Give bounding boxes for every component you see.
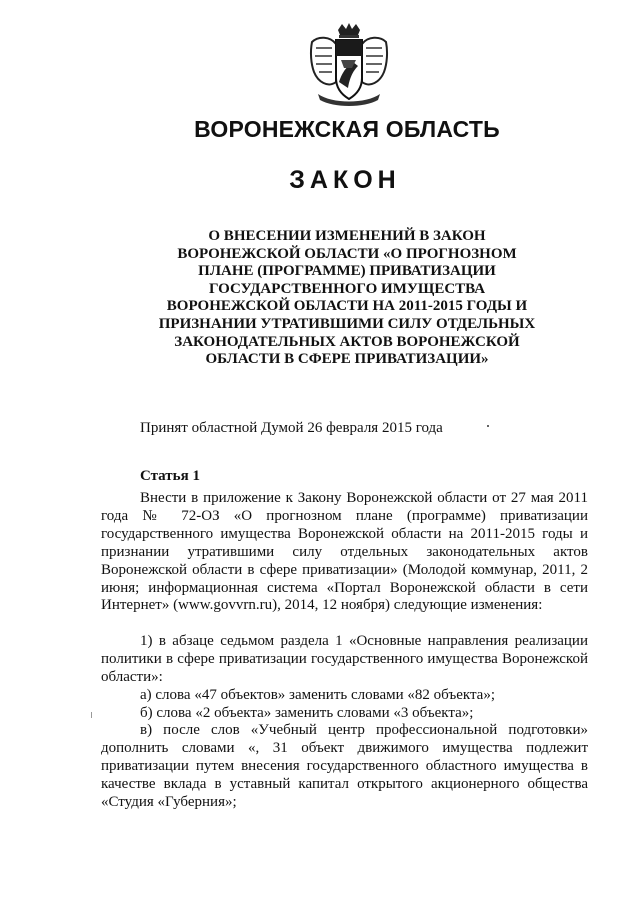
coat-of-arms-icon <box>308 22 390 110</box>
document-type: ЗАКОН <box>289 166 401 194</box>
region-name: ВОРОНЕЖСКАЯ ОБЛАСТЬ <box>194 116 500 142</box>
adoption-line: Принят областной Думой 26 февраля 2015 года <box>140 420 443 436</box>
article-heading: Статья 1 <box>140 468 200 484</box>
sub-item-a: а) слова «47 объектов» заменить словами «82 объекта»; <box>140 687 496 703</box>
margin-mark <box>91 712 92 718</box>
scan-speck <box>487 425 489 427</box>
law-title: О ВНЕСЕНИИ ИЗМЕНЕНИЙ В ЗАКОН ВОРОНЕЖСКОЙ ОБЛАСТИ «О ПРОГНОЗНОМ ПЛАНЕ (ПРОГРАММЕ) ПРИВАТИЗАЦИИ ГОСУДАРСТВЕННОГО ИМУЩЕСТВА ВОРОНЕЖСКОЙ ОБЛАСТИ НА 2011-2015 ГОДЫ И ПРИЗНАНИИ УТРАТИВШИМИ СИЛУ ОТДЕЛЬНЫХ ЗАКОНОДАТЕЛЬНЫХ АКТОВ ВОРОНЕЖСКОЙ ОБЛАСТИ В СФЕРЕ ПРИВАТИЗАЦИИ» <box>158 228 536 368</box>
sub-item-c: в) после слов «Учебный центр профессиональной подготовки» дополнить словами «, 31 объект движимого имущества подлежит приватизации путем внесения государственного областного имущества в качестве вклада в уставный капитал открытого акционерного общества «Студия «Губерния»; <box>101 722 588 810</box>
item-1-paragraph: 1) в абзаце седьмом раздела 1 «Основные направления реализации политики в сфере приватизации государственного имущества Воронежской области»: <box>101 633 588 685</box>
article-intro-paragraph: Внести в приложение к Закону Воронежской области от 27 мая 2011 года № 72-ОЗ «О прогнозном плане (программе) приватизации государственного имущества Воронежской области на 2011-2015 годы и признании утратившими силу отдельных законодательных актов Воронежской области в сфере приватизации» (Молодой коммунар, 2011, 2 июня; информационная система «Портал Воронежской области в сети Интернет» (www.govvrn.ru), 2014, 12 ноября) следующие изменения: <box>101 490 588 614</box>
sub-item-b: б) слова «2 объекта» заменить словами «3 объекта»; <box>140 705 474 721</box>
